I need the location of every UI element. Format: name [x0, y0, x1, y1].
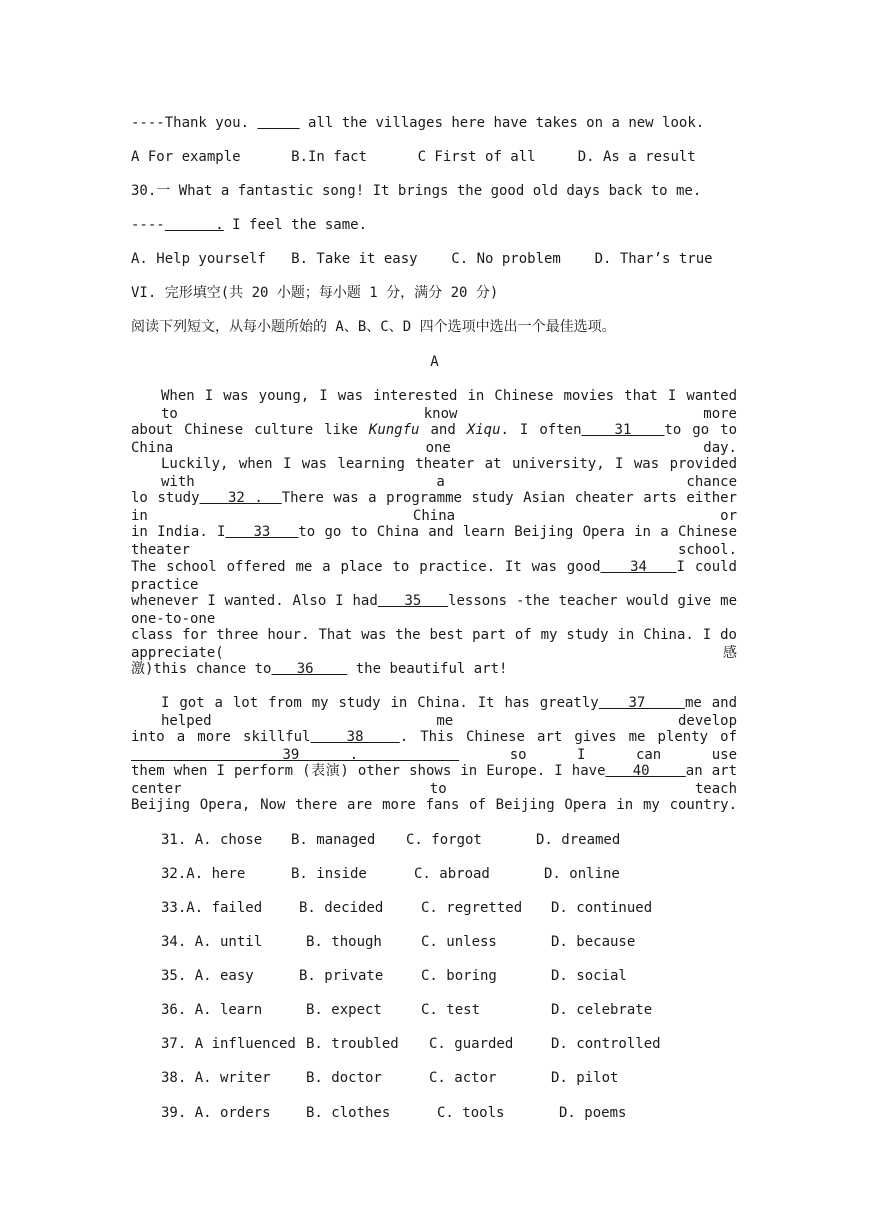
- option-c: C. test: [421, 1002, 481, 1018]
- passage-text: I got a lot from my study in China. It has greatly: [161, 695, 599, 711]
- q29-blank: [257, 115, 299, 131]
- passage-text: lo study: [131, 490, 200, 506]
- passage-text: I could practice: [131, 559, 737, 593]
- option-c: C. abroad: [414, 866, 490, 882]
- passage-text: them when I perform (表演) other shows in Europe. I have: [131, 763, 606, 779]
- option-d: D. poems: [559, 1105, 627, 1121]
- option-d: D. social: [551, 968, 627, 984]
- passage-text: There was a programme study Asian cheater arts either in China or: [131, 490, 737, 524]
- passage-line: [131, 558, 737, 594]
- q30-options: A. Help yourself B. Take it easy C. No problem D. Thar’s true: [131, 251, 713, 267]
- option-d: D. continued: [551, 900, 653, 916]
- option-a: 32.A. here: [161, 866, 246, 882]
- q29-options: A For example B.In fact C First of all D. As a result: [131, 149, 696, 165]
- option-b: B. doctor: [306, 1070, 382, 1086]
- option-d: D. because: [551, 934, 636, 950]
- option-a: 34. A. until: [161, 934, 263, 950]
- option-d: D. controlled: [551, 1036, 661, 1052]
- option-b: B. private: [299, 968, 384, 984]
- blank-31: 31: [581, 422, 665, 438]
- blank-32: 32 .: [199, 490, 282, 506]
- passage-text: so I can use: [459, 747, 738, 763]
- option-c: C. boring: [421, 968, 497, 984]
- blank-33: 33: [225, 524, 299, 540]
- passage-line: [131, 592, 737, 628]
- blank-35: 35: [377, 593, 449, 609]
- q30-text-rest: I feel the same.: [223, 217, 368, 233]
- blank-38: 38: [310, 729, 400, 745]
- part-heading: A: [430, 354, 439, 370]
- passage-line: [131, 728, 737, 764]
- blank-39: 39 .: [131, 747, 460, 763]
- passage-text: about Chinese culture like: [131, 422, 369, 438]
- italic-word: Xiqu: [466, 422, 501, 438]
- q29-text: ----Thank you.: [131, 115, 250, 131]
- passage-line: [131, 660, 507, 678]
- q29-answer-line: [131, 114, 704, 132]
- passage-text: and: [419, 422, 467, 438]
- option-c: C. unless: [421, 934, 497, 950]
- option-b: B. troubled: [306, 1036, 399, 1052]
- option-b: B. clothes: [306, 1105, 391, 1121]
- q30-dash: ----: [131, 217, 165, 233]
- passage-text: me and helped me develop: [161, 695, 738, 729]
- passage-line: Luckily, when I was learning theater at university, I was provided with a chance: [161, 456, 737, 490]
- q30-prompt: 30.一 What a fantastic song! It brings the good old days back to me.: [131, 183, 702, 199]
- blank-40: 40: [605, 763, 686, 779]
- blank-37: 37: [598, 695, 685, 711]
- passage-line: [161, 694, 737, 730]
- passage-text: to go to China and learn Beijing Opera in a Chinese theater school.: [131, 524, 738, 558]
- q30-answer-line: [131, 216, 367, 234]
- passage-text: into a more skillful: [131, 729, 311, 745]
- option-c: C. forgot: [406, 832, 482, 848]
- blank-36: 36: [271, 661, 348, 677]
- passage-text: whenever I wanted. Also I had: [131, 593, 378, 609]
- passage-text: . I often: [500, 422, 582, 438]
- passage-text: the beautiful art!: [347, 661, 508, 677]
- option-d: D. online: [544, 866, 620, 882]
- option-a: 36. A. learn: [161, 1002, 263, 1018]
- section-title: VI. 完形填空(共 20 小题；每小题 1 分，满分 20 分): [131, 285, 499, 301]
- option-a: 38. A. writer: [161, 1070, 271, 1086]
- option-d: D. celebrate: [551, 1002, 653, 1018]
- passage-text: an art center to teach: [131, 763, 738, 797]
- passage-line: [131, 489, 737, 525]
- passage-line: [131, 523, 737, 559]
- passage-text: lessons -the teacher would give me one-to-one: [131, 593, 737, 627]
- option-a: 35. A. easy: [161, 968, 254, 984]
- option-b: B. managed: [291, 832, 376, 848]
- q29-text-rest: all the villages here have takes on a new look.: [299, 115, 705, 131]
- option-b: B. decided: [299, 900, 384, 916]
- option-a: 39. A. orders: [161, 1105, 271, 1121]
- passage-text: in India. I: [131, 524, 226, 540]
- passage-line: When I was young, I was interested in Chinese movies that I wanted to know more: [161, 388, 737, 422]
- option-b: B. expect: [306, 1002, 382, 1018]
- option-c: C. regretted: [421, 900, 523, 916]
- passage-text: The school offered me a place to practice. It was good: [131, 559, 601, 575]
- option-b: B. though: [306, 934, 382, 950]
- section-instruction: 阅读下列短文，从每小题所始的 A、B、C、D 四个选项中选出一个最佳选项。: [131, 319, 616, 335]
- blank-34: 34: [600, 559, 677, 575]
- italic-word: Kungfu: [368, 422, 420, 438]
- option-d: D. pilot: [551, 1070, 619, 1086]
- passage-line: [131, 762, 737, 798]
- option-d: D. dreamed: [536, 832, 621, 848]
- passage-text: 激)this chance to: [131, 661, 272, 677]
- option-a: 31. A. chose: [161, 832, 263, 848]
- option-c: C. guarded: [429, 1036, 514, 1052]
- option-a: 33.A. failed: [161, 900, 263, 916]
- passage-line: Beijing Opera, Now there are more fans of Beijing Opera in my country.: [131, 797, 737, 813]
- passage-line: [131, 421, 737, 457]
- q30-blank: .: [164, 217, 224, 233]
- option-b: B. inside: [291, 866, 367, 882]
- passage-line: class for three hour. That was the best part of my study in China. I do appreciate(感: [131, 627, 737, 661]
- option-a: 37. A influenced: [161, 1036, 296, 1052]
- passage-text: . This Chinese art gives me plenty of: [399, 729, 738, 745]
- passage-text: to go to China one day.: [131, 422, 738, 456]
- option-c: C. tools: [437, 1105, 505, 1121]
- option-c: C. actor: [429, 1070, 497, 1086]
